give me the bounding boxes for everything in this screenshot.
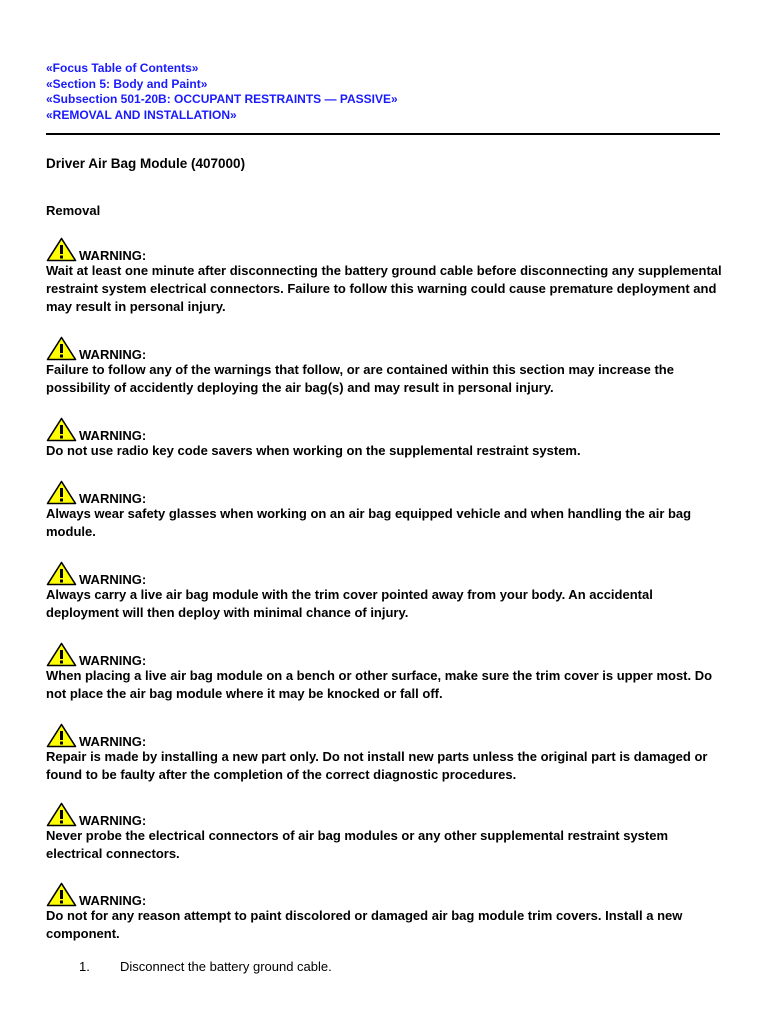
warning-block: [46, 560, 726, 622]
breadcrumb-link-table-of-contents[interactable]: «Focus Table of Contents»: [46, 61, 199, 75]
warning-label: WARNING:: [79, 347, 147, 362]
warning-label: WARNING:: [79, 893, 147, 908]
warning-triangle-icon: [46, 480, 77, 505]
step-text: Disconnect the battery ground cable.: [120, 959, 332, 974]
warning-text: Do not for any reason attempt to paint discolored or damaged air bag module trim covers. Install a new component.: [46, 908, 683, 941]
warning-label: WARNING:: [79, 653, 147, 668]
warning-triangle-icon: [46, 642, 77, 667]
warning-block: [46, 416, 726, 460]
warning-block: [46, 722, 726, 784]
warning-block: [46, 335, 726, 397]
breadcrumb-link-subsection-501-20b[interactable]: «Subsection 501-20B: OCCUPANT RESTRAINTS — PASSIVE»: [46, 92, 398, 106]
warning-triangle-icon: [46, 723, 77, 748]
warning-triangle-icon: [46, 882, 77, 907]
page-title: Driver Air Bag Module (407000): [46, 156, 246, 171]
warning-label: WARNING:: [79, 572, 147, 587]
warning-label: WARNING:: [79, 734, 147, 749]
warning-text: Never probe the electrical connectors of air bag modules or any other supplemental restraint system electrical connectors.: [46, 828, 669, 861]
section-heading-removal: Removal: [46, 203, 101, 218]
warning-text: Always carry a live air bag module with the trim cover pointed away from your body. An accidental deployment will then deploy with minimal chance of injury.: [46, 587, 653, 620]
breadcrumb-link-removal-installation[interactable]: «REMOVAL AND INSTALLATION»: [46, 107, 237, 122]
warning-triangle-icon: [46, 802, 77, 827]
warning-text: Failure to follow any of the warnings that follow, or are contained within this section may increase the possibility of accidently deploying the air bag(s) and may result in personal injury.: [46, 362, 674, 395]
warning-block: [46, 236, 726, 316]
warning-label: WARNING:: [79, 813, 147, 828]
warning-text: When placing a live air bag module on a bench or other surface, make sure the trim cover is upper most. Do not place the air bag module where it may be knocked or fall off.: [46, 668, 713, 701]
warning-triangle-icon: [46, 561, 77, 586]
breadcrumb: [46, 61, 398, 123]
warning-block: [46, 479, 726, 541]
warning-text: Repair is made by installing a new part only. Do not install new parts unless the original part is damaged or found to be faulty after the completion of the correct diagnostic procedures.: [46, 749, 708, 782]
warning-label: WARNING:: [79, 428, 147, 443]
warning-triangle-icon: [46, 237, 77, 262]
warning-triangle-icon: [46, 417, 77, 442]
warning-text: Always wear safety glasses when working on an air bag equipped vehicle and when handling the air bag module.: [46, 506, 692, 539]
warning-label: WARNING:: [79, 491, 147, 506]
header-divider: [46, 133, 720, 135]
warning-block: [46, 881, 726, 943]
warning-block: [46, 641, 726, 703]
warning-text: Wait at least one minute after disconnecting the battery ground cable before disconnecting any supplemental restraint system electrical connectors. Failure to follow this warning could cause premature deployment and may result in personal injury.: [46, 263, 722, 314]
warning-label: WARNING:: [79, 248, 147, 263]
warning-block: [46, 801, 726, 863]
procedure-steps: [79, 958, 332, 976]
procedure-step: [79, 958, 332, 976]
warning-text: Do not use radio key code savers when working on the supplemental restraint system.: [46, 443, 581, 458]
warning-triangle-icon: [46, 336, 77, 361]
breadcrumb-link-section-5[interactable]: «Section 5: Body and Paint»: [46, 76, 208, 91]
step-number: 1.: [79, 959, 90, 974]
